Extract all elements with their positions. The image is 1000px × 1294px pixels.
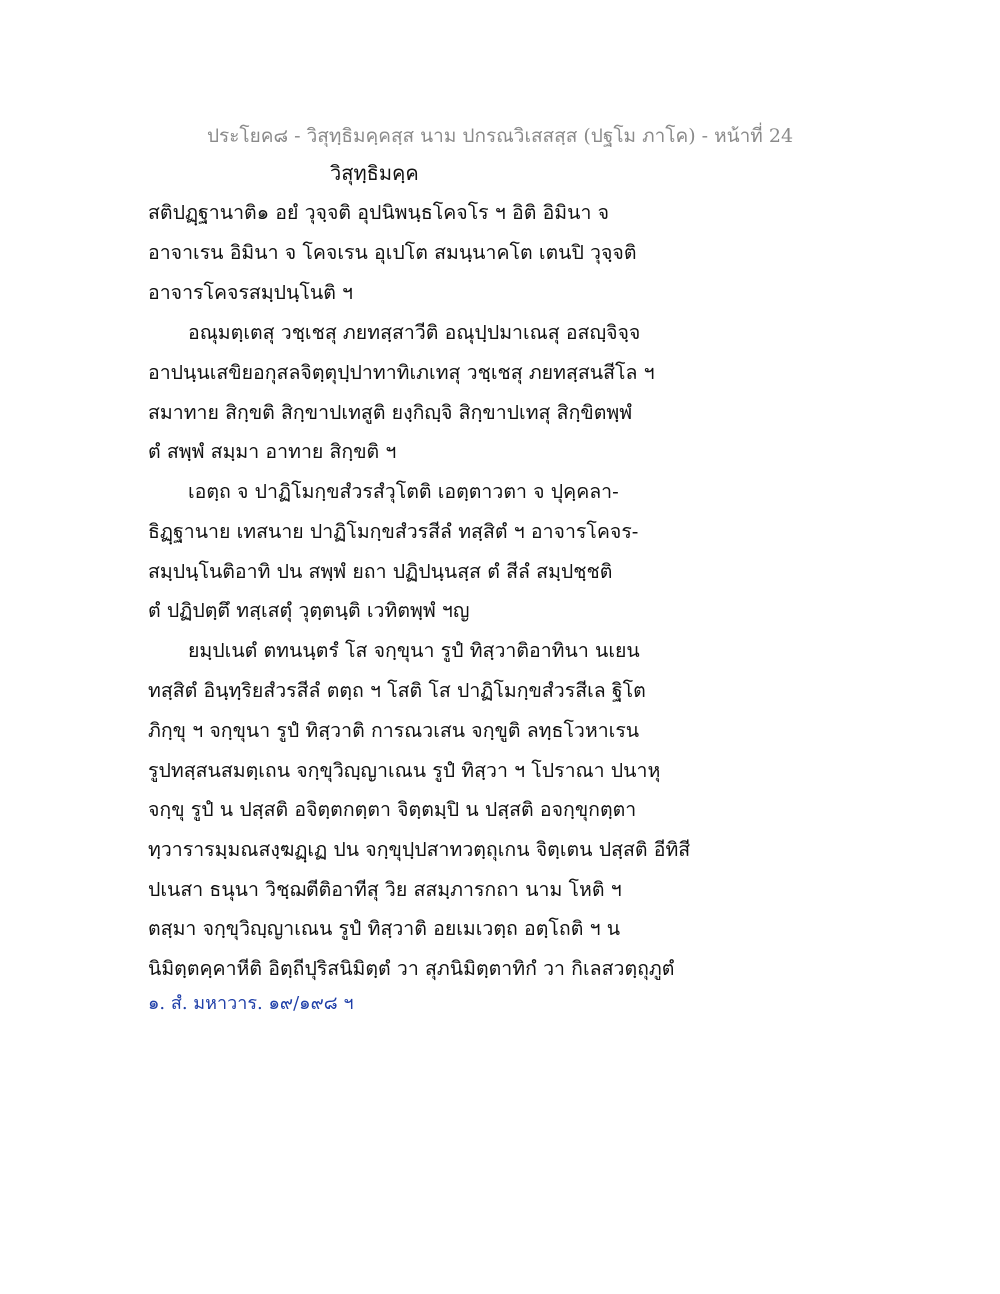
text-line: ตํ สพฺพํ สมฺมา อาทาย สิกฺขติ ฯ bbox=[148, 440, 397, 463]
section-title: วิสุทฺธิมคฺค bbox=[330, 161, 419, 185]
footnote: ๑. สํ. มหาวาร. ๑๙/๑๙๘ ฯ bbox=[148, 993, 354, 1014]
text-line: ทฺวารารมฺมณสงฺฆฏฺเฏ ปน จกฺขุปฺปสาทวตฺถุเกน จิตฺเตน ปสฺสติ อีทิสี bbox=[148, 838, 691, 861]
text-line: ยมฺปเนตํ ตทนนฺตรํ โส จกฺขุนา รูปํ ทิสฺวาติอาทินา นเยน bbox=[188, 639, 640, 662]
text-line: อาปนฺนเสขิยอกุสลจิตฺตุปฺปาทาทิเภเทสุ วชฺเชสุ ภยทสฺสนสีโล ฯ bbox=[148, 361, 655, 384]
text-line: รูปทสฺสนสมตฺเถน จกฺขุวิญฺญาเณน รูปํ ทิสฺวา ฯ โปราณา ปนาหุ bbox=[148, 759, 661, 782]
text-line: อาจารโคจรสมฺปนฺโนติ ฯ bbox=[148, 281, 354, 304]
text-line: ตํ ปฏิปตฺตึ ทสฺเสตุํ วุตฺตนฺติ เวทิตพฺพํ ฯญ bbox=[148, 599, 470, 622]
text-line: สมาทาย สิกฺขติ สิกฺขาปเทสูติ ยงฺกิญฺจิ สิกฺขาปเทสุ สิกฺขิตพฺพํ bbox=[148, 401, 633, 424]
running-header: ประโยค๘ - วิสุทฺธิมคฺคสฺส นาม ปกรณวิเสสสฺส (ปฐโม ภาโค) - หน้าที่ 24 bbox=[206, 125, 794, 147]
text-line: สติปฏฺฐานาติ๑ อยํ วุจฺจติ อุปนิพนฺธโคจโร ฯ อิติ อิมินา จ bbox=[148, 201, 610, 224]
text-line: ปเนสา ธนุนา วิชฺฌตีติอาทีสุ วิย สสมฺภารกถา นาม โหติ ฯ bbox=[148, 878, 622, 901]
text-line: ทสฺสิตํ อินฺทฺริยสํวรสีลํ ตตฺถ ฯ โสติ โส ปาฏิโมกฺขสํวรสีเล ฐิโต bbox=[148, 679, 646, 702]
text-line: เอตฺถ จ ปาฏิโมกฺขสํวรสํวุโตติ เอตฺตาวตา จ ปุคฺคลา- bbox=[188, 480, 619, 503]
text-line: อณุมตฺเตสุ วชฺเชสุ ภยทสฺสาวีติ อณุปฺปมาเณสุ อสญฺจิจฺจ bbox=[188, 321, 641, 344]
text-line: สมฺปนฺโนติอาทิ ปน สพฺพํ ยถา ปฏิปนฺนสฺส ตํ สีลํ สมฺปชฺชติ bbox=[148, 560, 613, 583]
text-line: ธิฏฺฐานาย เทสนาย ปาฏิโมกฺขสํวรสีลํ ทสฺสิตํ ฯ อาจารโคจร- bbox=[148, 520, 639, 543]
text-line: อาจาเรน อิมินา จ โคจเรน อุเปโต สมนฺนาคโต เตนปิ วุจฺจติ bbox=[148, 241, 637, 264]
text-line: ตสฺมา จกฺขุวิญฺญาเณน รูปํ ทิสฺวาติ อยเมเวตฺถ อตฺโถติ ฯ น bbox=[148, 917, 621, 940]
text-line: นิมิตฺตคฺคาหีติ อิตฺถีปุริสนิมิตฺตํ วา สุภนิมิตฺตาทิกํ วา กิเลสวตฺถุภูตํ bbox=[148, 957, 675, 980]
text-line: จกฺขุ รูปํ น ปสฺสติ อจิตฺตกตฺตา จิตฺตมฺปิ น ปสฺสติ อจกฺขุกตฺตา bbox=[148, 798, 637, 821]
text-line: ภิกฺขุ ฯ จกฺขุนา รูปํ ทิสฺวาติ การณวเสน จกฺขูติ ลทฺธโวหาเรน bbox=[148, 719, 640, 742]
